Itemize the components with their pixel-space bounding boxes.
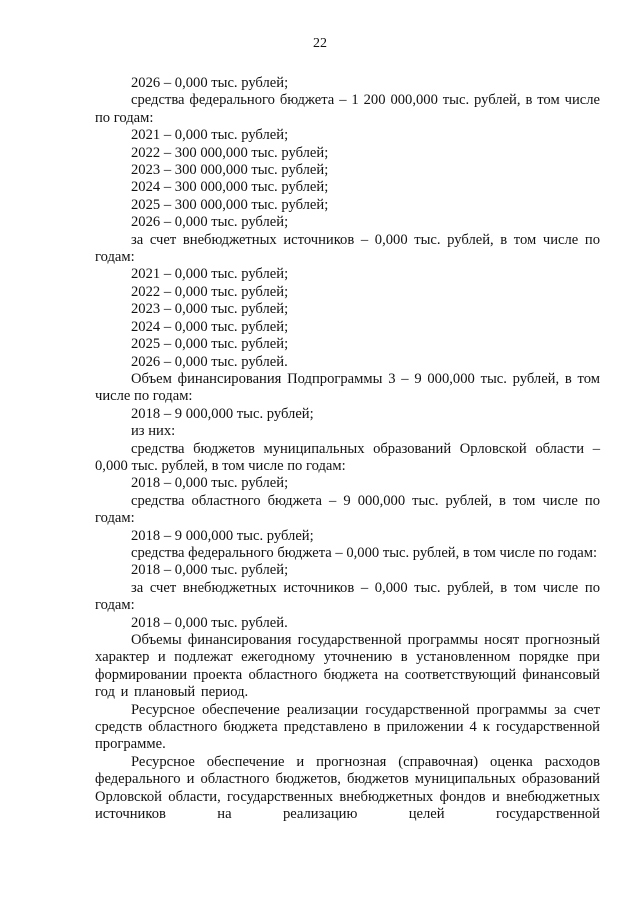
paragraph: 2021 – 0,000 тыс. рублей; (131, 266, 289, 283)
paragraph: 2023 – 300 000,000 тыс. рублей; (131, 162, 329, 179)
paragraph: за счет внебюджетных источников – 0,000 тыс. рублей, в том числе по годам: (95, 231, 600, 266)
paragraph: 2024 – 300 000,000 тыс. рублей; (131, 179, 329, 196)
paragraph: 2022 – 300 000,000 тыс. рублей; (131, 144, 329, 161)
paragraph: 2024 – 0,000 тыс. рублей; (131, 318, 289, 335)
paragraph: 2018 – 9 000,000 тыс. рублей; (131, 527, 314, 544)
paragraph: 2021 – 0,000 тыс. рублей; (131, 127, 289, 144)
paragraph: 2018 – 0,000 тыс. рублей. (131, 614, 288, 631)
paragraph: 2025 – 0,000 тыс. рублей; (131, 336, 289, 353)
paragraph: средства областного бюджета – 9 000,000 тыс. рублей, в том числе по годам: (95, 492, 600, 527)
paragraph: 2026 – 0,000 тыс. рублей. (131, 353, 288, 370)
paragraph: 2026 – 0,000 тыс. рублей; (131, 75, 289, 91)
paragraph: 2018 – 0,000 тыс. рублей; (131, 475, 289, 492)
paragraph: 2026 – 0,000 тыс. рублей; (131, 214, 289, 231)
paragraph: Объем финансирования Подпрограммы 3 – 9 000,000 тыс. рублей, в том числе по годам: (95, 370, 600, 405)
document-body (95, 75, 600, 823)
paragraph: средства бюджетов муниципальных образований Орловской области – 0,000 тыс. рублей, в том числе по годам: (95, 440, 600, 474)
paragraph: Объемы финансирования государственной программы носят прогнозный характер и подлежат ежегодному уточнению в установленном порядке при формировании проекта областного бюджета на соответствующий финансовый год и плановый период. (95, 632, 600, 701)
paragraph: 2022 – 0,000 тыс. рублей; (131, 283, 289, 300)
paragraph: 2023 – 0,000 тыс. рублей; (131, 301, 289, 318)
paragraph: Ресурсное обеспечение и прогнозная (справочная) оценка расходов федерального и областного бюджетов, бюджетов муниципальных образований Орловской области, государственных внебюджетных фондов и внебюджетных источников на реализацию целей государственной (95, 753, 600, 823)
page-number: 22 (313, 36, 327, 51)
paragraph: 2018 – 9 000,000 тыс. рублей; (131, 405, 314, 422)
paragraph: 2025 – 300 000,000 тыс. рублей; (131, 196, 329, 213)
paragraph: из них: (131, 423, 176, 440)
paragraph: 2018 – 0,000 тыс. рублей; (131, 562, 289, 579)
paragraph: Ресурсное обеспечение реализации государственной программы за счет средств областного бюджета представлено в приложении 4 к государственной программе. (95, 701, 600, 753)
paragraph: средства федерального бюджета – 0,000 тыс. рублей, в том числе по годам: (131, 544, 598, 561)
paragraph: за счет внебюджетных источников – 0,000 тыс. рублей, в том числе по годам: (95, 579, 600, 614)
paragraph: средства федерального бюджета – 1 200 000,000 тыс. рублей, в том числе по годам: (95, 92, 600, 126)
